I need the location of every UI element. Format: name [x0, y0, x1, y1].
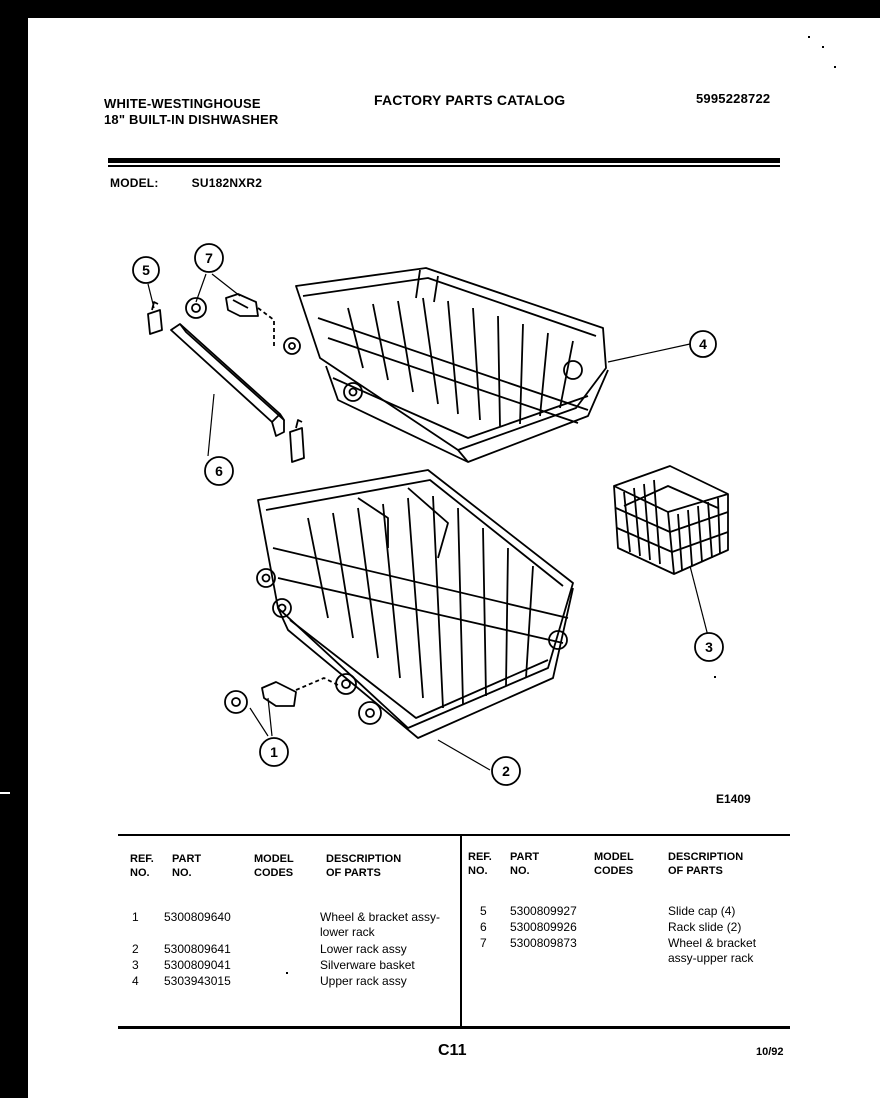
header-ref-right: REF. NO.: [468, 851, 492, 877]
part-cell: 5300809640: [164, 910, 231, 924]
scan-speck: [808, 36, 810, 38]
rack-slide-drawing: [171, 324, 284, 436]
scan-edge-mark: [0, 792, 10, 794]
scan-speck: [822, 46, 824, 48]
callout-2: [492, 757, 520, 785]
catalog-number: 5995228722: [696, 91, 771, 106]
svg-text:2: 2: [502, 763, 510, 779]
part-cell: 5303943015: [164, 974, 231, 988]
header-ref-left: REF. NO.: [130, 853, 154, 879]
callout-6: [205, 457, 233, 485]
svg-text:6: 6: [215, 463, 223, 479]
page-number: C11: [438, 1042, 467, 1059]
header-desc-right: DESCRIPTION OF PARTS: [668, 851, 744, 877]
callout-1: [260, 738, 288, 766]
callout-4: [690, 331, 716, 357]
svg-text:4: 4: [699, 336, 707, 352]
svg-text:5: 5: [142, 262, 150, 278]
ref-cell: 3: [132, 958, 139, 972]
scan-speck: [714, 676, 716, 678]
part-cell: 5300809873: [510, 936, 577, 950]
part-cell: 5300809926: [510, 920, 577, 934]
ref-cell: 1: [132, 910, 139, 924]
upper-rack-drawing: [284, 268, 608, 462]
slide-cap-drawing: [148, 302, 304, 462]
desc-cell: Lower rack assy: [320, 942, 407, 956]
table-top-rule: [118, 834, 790, 836]
scan-speck: [834, 66, 836, 68]
print-date: 10/92: [756, 1046, 784, 1058]
table-divider: [460, 834, 462, 1026]
ref-cell: 2: [132, 942, 139, 956]
figure-code: E1409: [716, 792, 751, 806]
callout-3: [695, 633, 723, 661]
part-cell: 5300809641: [164, 942, 231, 956]
header-model-left: MODEL CODES: [254, 853, 294, 879]
lower-rack-drawing: [257, 470, 573, 738]
ref-cell: 7: [480, 936, 487, 950]
model-value: SU182NXR2: [191, 176, 263, 190]
callout-5: [133, 257, 159, 283]
upper-wheel-bracket-drawing: [186, 294, 274, 346]
header-desc-left: DESCRIPTION OF PARTS: [326, 853, 402, 879]
svg-text:3: 3: [705, 639, 713, 655]
silverware-basket-drawing: [614, 466, 728, 574]
callout-7: [195, 244, 223, 272]
exploded-parts-diagram: [28, 18, 880, 818]
part-cell: 5300809041: [164, 958, 231, 972]
model-label: MODEL:: [110, 176, 159, 190]
part-cell: 5300809927: [510, 904, 577, 918]
desc-cell: Rack slide (2): [668, 920, 742, 934]
ref-cell: 5: [480, 904, 487, 918]
desc-cell: Silverware basket: [320, 958, 415, 972]
catalog-title: FACTORY PARTS CATALOG: [374, 92, 566, 108]
svg-text:7: 7: [205, 250, 213, 266]
ref-cell: 6: [480, 920, 487, 934]
scan-speck: [286, 972, 288, 974]
desc-cell: Wheel & bracket assy- lower rack: [320, 910, 441, 939]
desc-cell: Wheel & bracket assy-upper rack: [668, 936, 757, 965]
brand-name: WHITE-WESTINGHOUSE: [104, 96, 261, 111]
header-part-right: PART NO.: [510, 851, 540, 877]
lower-wheel-bracket-drawing: [225, 678, 340, 713]
desc-cell: Slide cap (4): [668, 904, 736, 918]
header-part-left: PART NO.: [172, 853, 202, 879]
table-bottom-rule: [118, 1026, 790, 1029]
header-model-right: MODEL CODES: [594, 851, 634, 877]
svg-text:1: 1: [270, 744, 278, 760]
parts-catalog-page: [28, 18, 880, 1098]
product-name: 18" BUILT-IN DISHWASHER: [104, 112, 279, 127]
desc-cell: Upper rack assy: [320, 974, 407, 988]
ref-cell: 4: [132, 974, 139, 988]
